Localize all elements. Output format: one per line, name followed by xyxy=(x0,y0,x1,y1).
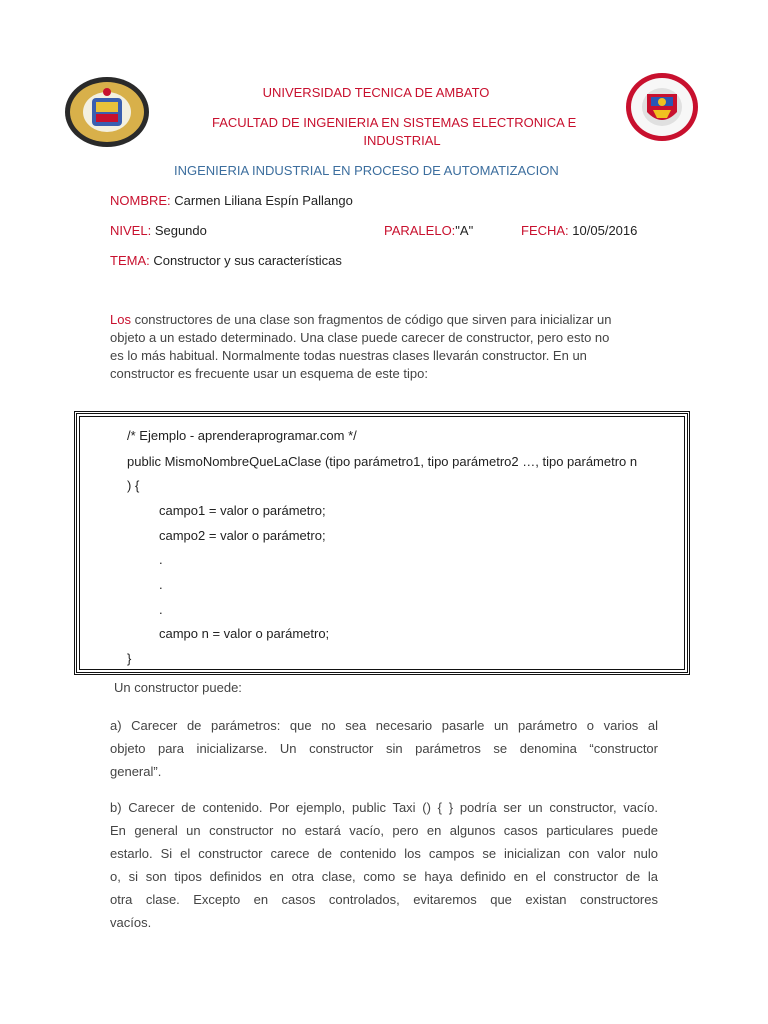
code-line: . xyxy=(159,552,163,567)
code-line: public MismoNombreQueLaClase (tipo parámetro1, tipo parámetro2 …, tipo parámetro n xyxy=(127,454,638,469)
point-b-line: otra clase. Excepto en casos controlados, evitaremos que existan constructores xyxy=(110,892,658,907)
intro-line-4: constructor es frecuente usar un esquema de este tipo: xyxy=(110,366,428,381)
intro-line-1: constructores de una clase son fragmentos de código que sirven para inicializar un xyxy=(130,312,612,327)
point-a-line: a) Carecer de parámetros: que no sea necesario pasarle un parámetro o varios al xyxy=(110,718,658,733)
paralelo-row xyxy=(384,223,473,238)
tema-label: TEMA: xyxy=(110,253,150,268)
code-line: campo2 = valor o parámetro; xyxy=(159,528,326,543)
nombre-value: Carmen Liliana Espín Pallango xyxy=(174,193,353,208)
paralelo-label: PARALELO: xyxy=(384,223,456,238)
faculty-title-line2: INDUSTRIAL xyxy=(363,133,441,148)
point-b-line: o, si son tipos definidos en otra clase, como se haya definido en el constructor de la xyxy=(110,869,658,884)
point-b-line: vacíos. xyxy=(110,915,152,930)
university-title: UNIVERSIDAD TECNICA DE AMBATO xyxy=(262,85,490,100)
tema-value: Constructor y sus características xyxy=(153,253,342,268)
point-a-line: objeto para inicializarse. Un constructor sin parámetros se denomina “constructor xyxy=(110,741,658,756)
code-line: . xyxy=(159,577,163,592)
intro-line-3: es lo más habitual. Normalmente todas nuestras clases llevarán constructor. En un xyxy=(110,348,587,363)
code-line: ) { xyxy=(127,478,140,493)
faculty-seal-icon xyxy=(625,72,699,142)
fecha-label: FECHA: xyxy=(521,223,569,238)
code-line: /* Ejemplo - aprenderaprogramar.com */ xyxy=(127,428,357,443)
point-b-paragraph xyxy=(110,796,658,934)
code-line: . xyxy=(159,602,163,617)
intro-first-word: Los xyxy=(110,312,131,327)
intro-paragraph xyxy=(110,311,670,383)
point-a-line: general”. xyxy=(110,764,162,779)
tema-row xyxy=(110,253,342,268)
paralelo-value: "A" xyxy=(455,223,474,238)
fecha-value: 10/05/2016 xyxy=(572,223,638,238)
nivel-row xyxy=(110,223,207,238)
nivel-value: Segundo xyxy=(154,223,207,238)
career-title: INGENIERIA INDUSTRIAL EN PROCESO DE AUTOMATIZACION xyxy=(174,163,559,178)
code-line: campo1 = valor o parámetro; xyxy=(159,503,326,518)
point-b-line: En general un constructor no estará vacío, pero en algunos casos particulares puede xyxy=(110,823,658,838)
fecha-row xyxy=(521,223,637,238)
point-b-line: estarlo. Si el constructor carece de contenido los campos se inicializan con valor nulo xyxy=(110,846,658,861)
nombre-row xyxy=(110,193,353,208)
faculty-title-line1: FACULTAD DE INGENIERIA EN SISTEMAS ELECTRONICA E xyxy=(212,115,577,130)
point-b-line: b) Carecer de contenido. Por ejemplo, public Taxi () { } podría ser un constructor, vacío. xyxy=(110,800,658,815)
nivel-label: NIVEL: xyxy=(110,223,152,238)
intro-line-2: objeto a un estado determinado. Una clase puede carecer de constructor, pero esto no xyxy=(110,330,610,345)
code-line: } xyxy=(127,651,132,666)
point-a-paragraph xyxy=(110,714,658,783)
code-line: campo n = valor o parámetro; xyxy=(159,626,330,641)
section-heading: Un constructor puede: xyxy=(114,680,242,695)
nombre-label: NOMBRE: xyxy=(110,193,171,208)
